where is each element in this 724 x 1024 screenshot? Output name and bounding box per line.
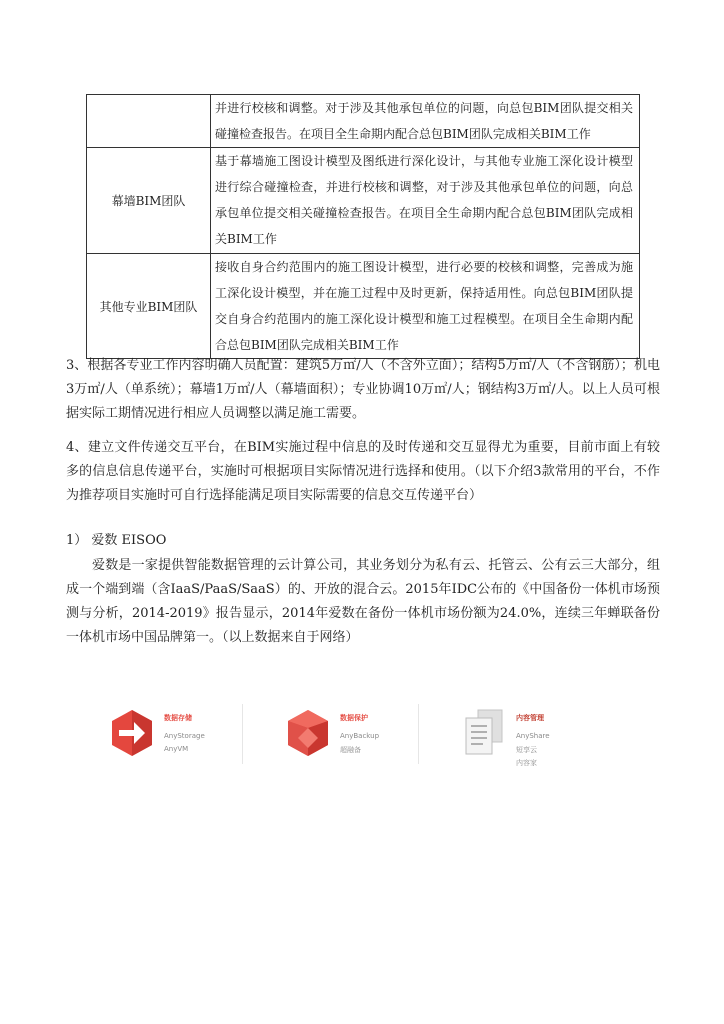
divider	[418, 704, 419, 764]
product-line2: 超融备	[340, 746, 361, 754]
section-heading-eisoo: 1） 爱数 EISOO	[66, 533, 167, 548]
product-line2: 短享云	[516, 746, 537, 754]
role-cell: 幕墙BIM团队	[87, 148, 211, 254]
product-title: 数据存储	[164, 714, 192, 722]
description-cell: 接收自身合约范围内的施工图设计模型，进行必要的校核和调整，完善成为施工深化设计模型，并在施工过程中及时更新，保持适用性。向总包BIM团队提交自身合约范围内的施工深化设计模型和施工过程模型。在项目全生命期内配合总包BIM团队完成相关BIM工作	[211, 254, 640, 359]
staffing-paragraph: 3、根据各专业工作内容明确人员配置：建筑5万㎡/人（不含外立面）；结构5万㎡/人（不含钢筋）；机电3万㎡/人（单系统）；幕墙1万㎡/人（幕墙面积）；专业协调10万㎡/人；钢结构3万㎡/人。以上人员可根据实际工期情况进行相应人员调整以满足施工需要。	[66, 358, 660, 421]
product-line1: AnyShare	[516, 732, 550, 740]
product-logos	[100, 700, 640, 780]
eisoo-description-paragraph: 爱数是一家提供智能数据管理的云计算公司，其业务划分为私有云、托管云、公有云三大部分，组成一个端到端（含IaaS/PaaS/SaaS）的、开放的混合云。2015年IDC公布的《中国备份一体机市场预测与分析，2014-2019》报告显示，2014年爱数在备份一体机市场份额为24.0%，连续三年蝉联备份一体机市场中国品牌第一。（以上数据来自于网络）	[66, 558, 660, 645]
product-title: 数据保护	[340, 714, 368, 722]
product-line2: AnyVM	[164, 745, 189, 753]
product-anyshare	[452, 700, 602, 772]
documents-icon	[462, 708, 506, 758]
arrow-hexagon-icon	[110, 708, 154, 758]
role-cell	[87, 95, 211, 148]
role-cell: 其他专业BIM团队	[87, 254, 211, 359]
gem-icon	[286, 708, 330, 758]
product-anystorage	[100, 700, 240, 772]
bim-team-table	[86, 94, 640, 359]
table-row	[87, 148, 640, 254]
platform-paragraph: 4、建立文件传递交互平台，在BIM实施过程中信息的及时传递和交互显得尤为重要，目前市面上有较多的信息信息传递平台，实施时可根据项目实际情况进行选择和使用。（以下介绍3款常用的平台，不作为推荐项目实施时可自行选择能满足项目实际需要的信息交互传递平台）	[66, 440, 660, 503]
table-row	[87, 254, 640, 359]
divider	[242, 704, 243, 764]
product-anybackup	[276, 700, 416, 772]
product-line1: AnyStorage	[164, 732, 205, 740]
description-cell: 并进行校核和调整。对于涉及其他承包单位的问题，向总包BIM团队提交相关碰撞检查报告。在项目全生命期内配合总包BIM团队完成相关BIM工作	[211, 95, 640, 148]
table-row	[87, 95, 640, 148]
product-line3: 内容家	[516, 759, 537, 767]
description-cell: 基于幕墙施工图设计模型及图纸进行深化设计，与其他专业施工深化设计模型进行综合碰撞检查，并进行校核和调整，对于涉及其他承包单位的问题，向总承包单位提交相关碰撞检查报告。在项目全生命期内配合总包BIM团队完成相关BIM工作	[211, 148, 640, 254]
product-line1: AnyBackup	[340, 732, 380, 740]
product-title: 内容管理	[516, 714, 544, 722]
